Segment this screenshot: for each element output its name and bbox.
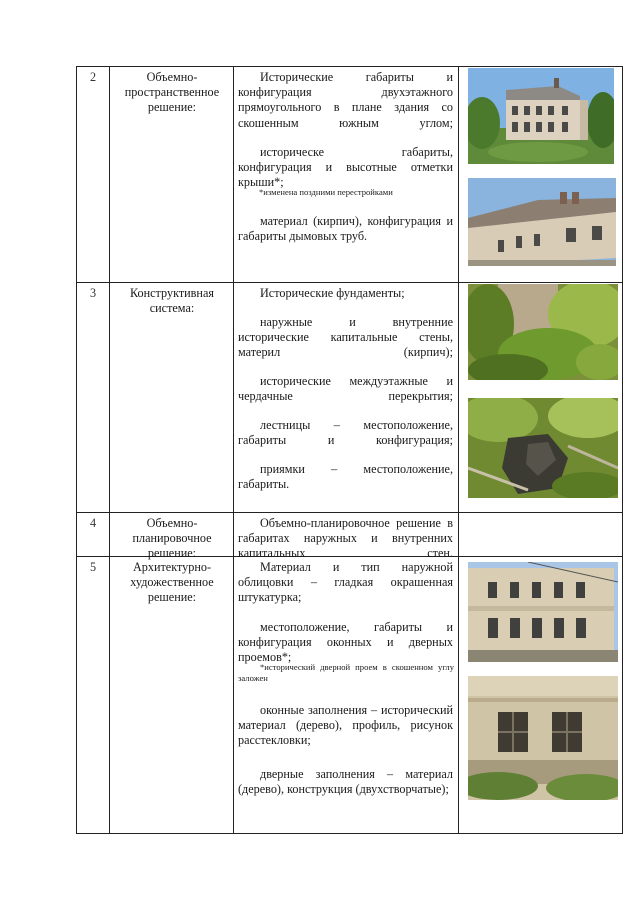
list-item: приямки – местоположение, габариты.	[238, 462, 453, 492]
row-title: Объемно-пространственное решение:	[124, 70, 220, 115]
row-divider	[76, 282, 623, 283]
photo-facade-closeup-icon	[468, 676, 618, 800]
list-item: местоположение, габариты и конфигурация оконных и дверных проемов*;	[238, 620, 453, 665]
photo-facade-windows-icon	[468, 562, 618, 662]
list-item: наружные и внутренние исторические капитальные стены, материл (кирпич);	[238, 315, 453, 360]
col-divider	[109, 66, 110, 833]
row-title: Конструктивная система:	[130, 286, 214, 316]
list-item: лестницы – местоположение, габариты и конфигурация;	[238, 418, 453, 448]
table-border-right	[622, 66, 623, 833]
list-item: материал (кирпич), конфигурация и габариты дымовых труб.	[238, 214, 453, 244]
row-number: 2	[89, 70, 97, 84]
list-item: оконные заполнения – исторический материал (дерево), профиль, рисунок расстекловки;	[238, 703, 453, 748]
list-item: исторические междуэтажные и чердачные перекрытия;	[238, 374, 453, 404]
row-title: Архитектурно-художественное решение:	[130, 560, 214, 605]
footnote: *изменена поздними перестройками	[259, 187, 393, 197]
list-item: историческе габариты, конфигурация и высотные отметки крыши*;	[238, 145, 453, 190]
list-item: Исторические габариты и конфигурация двухэтажного прямоугольного в плане здания со скошенным южным углом;	[238, 70, 453, 130]
table-border-bottom	[76, 833, 623, 834]
list-item: Исторические фундаменты;	[260, 286, 405, 300]
col-divider	[233, 66, 234, 833]
list-item: Материал и тип наружной облицовки – гладкая окрашенная штукатурка;	[238, 560, 453, 605]
photo-building-side-icon	[468, 178, 616, 266]
table-border-top	[76, 66, 623, 67]
row-number: 3	[89, 286, 97, 300]
row-divider	[76, 512, 623, 513]
row-number: 4	[89, 516, 97, 530]
photo-foundation-vegetation-icon	[468, 284, 618, 380]
row-number: 5	[89, 560, 97, 574]
col-divider	[76, 66, 77, 833]
photo-building-front-icon	[468, 68, 614, 164]
list-item: Объемно-планировочное решение в габаритах наружных и внутренних капитальных стен.	[238, 516, 453, 561]
photo-ruins-debris-icon	[468, 398, 618, 498]
col-divider	[458, 66, 459, 833]
list-item: дверные заполнения – материал (дерево), конструкция (двухстворчатые);	[238, 767, 453, 797]
footnote: *исторический дверной проем в скошенном углу заложен	[238, 662, 454, 683]
row-title: Объемно-планировочное решение:	[132, 516, 212, 561]
